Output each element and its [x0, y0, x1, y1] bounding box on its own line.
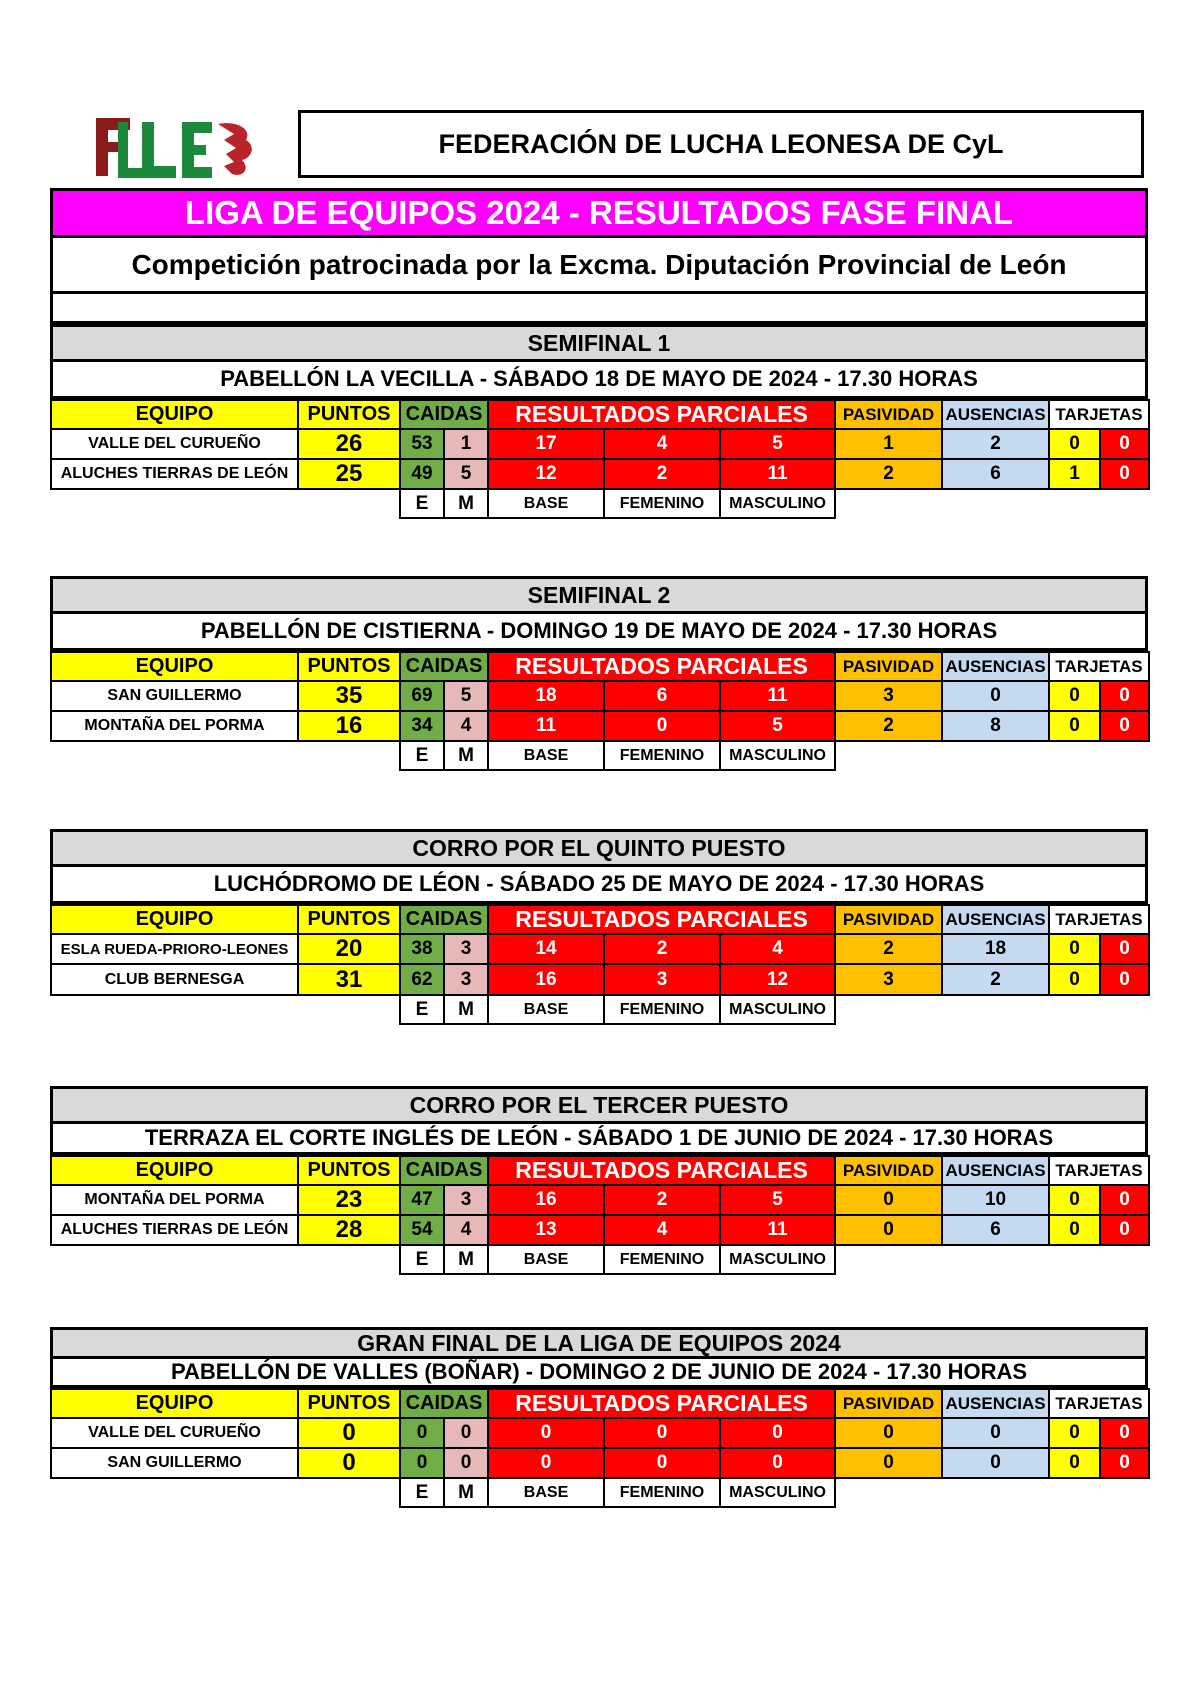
tarjeta-roja: 0: [1100, 934, 1149, 964]
footer-masculino: MASCULINO: [720, 995, 835, 1024]
section-title: SEMIFINAL 2: [50, 576, 1148, 614]
header-resultados: RESULTADOS PARCIALES: [488, 1156, 835, 1185]
header-resultados: RESULTADOS PARCIALES: [488, 652, 835, 681]
tarjeta-roja: 0: [1100, 964, 1149, 995]
pasividad: 0: [835, 1215, 942, 1245]
tarjeta-amarilla: 0: [1049, 429, 1100, 459]
tarjeta-amarilla: 0: [1049, 1215, 1100, 1245]
base: 0: [488, 1418, 604, 1448]
femenino: 0: [604, 711, 720, 741]
header-puntos: PUNTOS: [298, 652, 400, 681]
caidas-e: 0: [400, 1448, 444, 1478]
footer-row: [51, 489, 1149, 518]
team-name: SAN GUILLERMO: [51, 1448, 298, 1478]
header-equipo: EQUIPO: [51, 1389, 298, 1418]
ausencias: 0: [942, 1448, 1049, 1478]
ausencias: 18: [942, 934, 1049, 964]
team-name: ALUCHES TIERRAS DE LEÓN: [51, 459, 298, 489]
header-caidas: CAIDAS: [400, 905, 488, 934]
caidas-m: 4: [444, 711, 488, 741]
table-row: [51, 1448, 1149, 1478]
base: 14: [488, 934, 604, 964]
venue: LUCHÓDROMO DE LÉON - SÁBADO 25 DE MAYO DE 2024 - 17.30 HORAS: [50, 867, 1148, 904]
puntos: 23: [298, 1185, 400, 1215]
masculino: 5: [720, 711, 835, 741]
puntos: 28: [298, 1215, 400, 1245]
federation-logo: [96, 116, 254, 180]
section-title: SEMIFINAL 1: [50, 324, 1148, 362]
header-pasividad: PASIVIDAD: [835, 652, 942, 681]
base: 17: [488, 429, 604, 459]
tarjeta-amarilla: 0: [1049, 934, 1100, 964]
section-semifinal-1: [50, 324, 1148, 519]
footer-m: M: [444, 741, 488, 770]
header-pasividad: PASIVIDAD: [835, 1389, 942, 1418]
footer-femenino: FEMENINO: [604, 1478, 720, 1507]
tarjeta-amarilla: 0: [1049, 681, 1100, 711]
team-name: ESLA RUEDA-PRIORO-LEONES: [51, 934, 298, 964]
footer-femenino: FEMENINO: [604, 1245, 720, 1274]
header-puntos: PUNTOS: [298, 905, 400, 934]
caidas-e: 38: [400, 934, 444, 964]
header-ausencias: AUSENCIAS: [942, 905, 1049, 934]
footer-masculino: MASCULINO: [720, 489, 835, 518]
ausencias: 10: [942, 1185, 1049, 1215]
venue: PABELLÓN DE CISTIERNA - DOMINGO 19 DE MAYO DE 2024 - 17.30 HORAS: [50, 614, 1148, 651]
results-table: [50, 904, 1150, 1025]
tarjeta-amarilla: 0: [1049, 711, 1100, 741]
femenino: 0: [604, 1448, 720, 1478]
pasividad: 2: [835, 934, 942, 964]
ausencias: 0: [942, 1418, 1049, 1448]
pasividad: 0: [835, 1418, 942, 1448]
caidas-e: 53: [400, 429, 444, 459]
footer-m: M: [444, 1245, 488, 1274]
pasividad: 3: [835, 964, 942, 995]
caidas-e: 0: [400, 1418, 444, 1448]
masculino: 11: [720, 681, 835, 711]
footer-row: [51, 995, 1149, 1024]
results-table: [50, 651, 1150, 771]
team-name: SAN GUILLERMO: [51, 681, 298, 711]
footer-m: M: [444, 1478, 488, 1507]
femenino: 4: [604, 429, 720, 459]
footer-e: E: [400, 995, 444, 1024]
base: 16: [488, 1185, 604, 1215]
masculino: 5: [720, 1185, 835, 1215]
caidas-m: 5: [444, 681, 488, 711]
puntos: 35: [298, 681, 400, 711]
caidas-m: 4: [444, 1215, 488, 1245]
team-name: VALLE DEL CURUEÑO: [51, 1418, 298, 1448]
tarjeta-amarilla: 0: [1049, 1448, 1100, 1478]
ausencias: 2: [942, 964, 1049, 995]
caidas-m: 0: [444, 1418, 488, 1448]
pasividad: 2: [835, 459, 942, 489]
header-resultados: RESULTADOS PARCIALES: [488, 1389, 835, 1418]
header-equipo: EQUIPO: [51, 652, 298, 681]
caidas-m: 3: [444, 934, 488, 964]
femenino: 3: [604, 964, 720, 995]
ausencias: 2: [942, 429, 1049, 459]
masculino: 11: [720, 1215, 835, 1245]
masculino: 5: [720, 429, 835, 459]
header-tarjetas: TARJETAS: [1049, 1389, 1149, 1418]
footer-row: [51, 741, 1149, 770]
footer-m: M: [444, 489, 488, 518]
header-pasividad: PASIVIDAD: [835, 905, 942, 934]
footer-e: E: [400, 489, 444, 518]
tarjeta-amarilla: 1: [1049, 459, 1100, 489]
femenino: 2: [604, 1185, 720, 1215]
femenino: 6: [604, 681, 720, 711]
section-title: CORRO POR EL QUINTO PUESTO: [50, 829, 1148, 867]
header-equipo: EQUIPO: [51, 400, 298, 429]
base: 12: [488, 459, 604, 489]
caidas-e: 69: [400, 681, 444, 711]
footer-base: BASE: [488, 1478, 604, 1507]
caidas-m: 3: [444, 1185, 488, 1215]
puntos: 0: [298, 1418, 400, 1448]
header-ausencias: AUSENCIAS: [942, 400, 1049, 429]
masculino: 0: [720, 1418, 835, 1448]
header-ausencias: AUSENCIAS: [942, 652, 1049, 681]
header-tarjetas: TARJETAS: [1049, 652, 1149, 681]
ausencias: 0: [942, 681, 1049, 711]
caidas-m: 3: [444, 964, 488, 995]
header-ausencias: AUSENCIAS: [942, 1156, 1049, 1185]
footer-e: E: [400, 741, 444, 770]
table-row: [51, 964, 1149, 995]
caidas-e: 62: [400, 964, 444, 995]
caidas-e: 49: [400, 459, 444, 489]
header-tarjetas: TARJETAS: [1049, 1156, 1149, 1185]
caidas-m: 1: [444, 429, 488, 459]
pasividad: 1: [835, 429, 942, 459]
table-row: [51, 1418, 1149, 1448]
footer-masculino: MASCULINO: [720, 1245, 835, 1274]
results-table: [50, 1388, 1150, 1508]
footer-masculino: MASCULINO: [720, 1478, 835, 1507]
base: 11: [488, 711, 604, 741]
footer-base: BASE: [488, 489, 604, 518]
venue: TERRAZA EL CORTE INGLÉS DE LEÓN - SÁBADO 1 DE JUNIO DE 2024 - 17.30 HORAS: [50, 1124, 1148, 1155]
masculino: 11: [720, 459, 835, 489]
puntos: 16: [298, 711, 400, 741]
federation-name: FEDERACIÓN DE LUCHA LEONESA DE CyL: [298, 110, 1144, 178]
header-resultados: RESULTADOS PARCIALES: [488, 400, 835, 429]
tarjeta-roja: 0: [1100, 1448, 1149, 1478]
header-puntos: PUNTOS: [298, 400, 400, 429]
femenino: 4: [604, 1215, 720, 1245]
header-pasividad: PASIVIDAD: [835, 400, 942, 429]
team-name: CLUB BERNESGA: [51, 964, 298, 995]
results-table: [50, 1155, 1150, 1275]
ausencias: 6: [942, 1215, 1049, 1245]
caidas-e: 47: [400, 1185, 444, 1215]
base: 18: [488, 681, 604, 711]
pasividad: 2: [835, 711, 942, 741]
team-name: MONTAÑA DEL PORMA: [51, 1185, 298, 1215]
team-name: ALUCHES TIERRAS DE LEÓN: [51, 1215, 298, 1245]
femenino: 2: [604, 934, 720, 964]
footer-base: BASE: [488, 741, 604, 770]
footer-e: E: [400, 1478, 444, 1507]
header-equipo: EQUIPO: [51, 1156, 298, 1185]
masculino: 0: [720, 1448, 835, 1478]
table-row: [51, 681, 1149, 711]
section-quinto-puesto: [50, 829, 1148, 1025]
sponsor-text: Competición patrocinada por la Excma. Diputación Provincial de León: [53, 238, 1145, 294]
liga-title: LIGA DE EQUIPOS 2024 - RESULTADOS FASE FINAL: [53, 191, 1145, 238]
section-title: CORRO POR EL TERCER PUESTO: [50, 1086, 1148, 1124]
puntos: 31: [298, 964, 400, 995]
femenino: 0: [604, 1418, 720, 1448]
results-table: [50, 399, 1150, 519]
team-name: VALLE DEL CURUEÑO: [51, 429, 298, 459]
header-puntos: PUNTOS: [298, 1389, 400, 1418]
puntos: 26: [298, 429, 400, 459]
header-equipo: EQUIPO: [51, 905, 298, 934]
footer-femenino: FEMENINO: [604, 995, 720, 1024]
header-caidas: CAIDAS: [400, 400, 488, 429]
section-semifinal-2: [50, 576, 1148, 771]
footer-m: M: [444, 995, 488, 1024]
caidas-e: 34: [400, 711, 444, 741]
header-tarjetas: TARJETAS: [1049, 905, 1149, 934]
puntos: 0: [298, 1448, 400, 1478]
puntos: 20: [298, 934, 400, 964]
header-pasividad: PASIVIDAD: [835, 1156, 942, 1185]
footer-row: [51, 1245, 1149, 1274]
tarjeta-roja: 0: [1100, 429, 1149, 459]
footer-base: BASE: [488, 1245, 604, 1274]
base: 16: [488, 964, 604, 995]
puntos: 25: [298, 459, 400, 489]
venue: PABELLÓN DE VALLES (BOÑAR) - DOMINGO 2 DE JUNIO DE 2024 - 17.30 HORAS: [50, 1359, 1148, 1388]
header-ausencias: AUSENCIAS: [942, 1389, 1049, 1418]
table-row: [51, 1185, 1149, 1215]
tarjeta-roja: 0: [1100, 459, 1149, 489]
footer-row: [51, 1478, 1149, 1507]
table-row: [51, 1215, 1149, 1245]
header-caidas: CAIDAS: [400, 1389, 488, 1418]
footer-masculino: MASCULINO: [720, 741, 835, 770]
team-name: MONTAÑA DEL PORMA: [51, 711, 298, 741]
pasividad: 3: [835, 681, 942, 711]
header-caidas: CAIDAS: [400, 652, 488, 681]
header-tarjetas: TARJETAS: [1049, 400, 1149, 429]
table-row: [51, 711, 1149, 741]
table-row: [51, 429, 1149, 459]
pasividad: 0: [835, 1185, 942, 1215]
venue: PABELLÓN LA VECILLA - SÁBADO 18 DE MAYO DE 2024 - 17.30 HORAS: [50, 362, 1148, 399]
footer-femenino: FEMENINO: [604, 741, 720, 770]
main-header-block: [50, 188, 1148, 324]
base: 0: [488, 1448, 604, 1478]
header-caidas: CAIDAS: [400, 1156, 488, 1185]
header-puntos: PUNTOS: [298, 1156, 400, 1185]
footer-femenino: FEMENINO: [604, 489, 720, 518]
footer-e: E: [400, 1245, 444, 1274]
section-title: GRAN FINAL DE LA LIGA DE EQUIPOS 2024: [50, 1327, 1148, 1359]
section-gran-final: [50, 1327, 1148, 1508]
table-row: [51, 459, 1149, 489]
tarjeta-roja: 0: [1100, 681, 1149, 711]
femenino: 2: [604, 459, 720, 489]
ausencias: 8: [942, 711, 1049, 741]
tarjeta-amarilla: 0: [1049, 964, 1100, 995]
header-resultados: RESULTADOS PARCIALES: [488, 905, 835, 934]
pasividad: 0: [835, 1448, 942, 1478]
caidas-m: 5: [444, 459, 488, 489]
ausencias: 6: [942, 459, 1049, 489]
tarjeta-roja: 0: [1100, 1215, 1149, 1245]
section-tercer-puesto: [50, 1086, 1148, 1275]
tarjeta-roja: 0: [1100, 1185, 1149, 1215]
base: 13: [488, 1215, 604, 1245]
tarjeta-roja: 0: [1100, 711, 1149, 741]
caidas-m: 0: [444, 1448, 488, 1478]
tarjeta-amarilla: 0: [1049, 1185, 1100, 1215]
footer-base: BASE: [488, 995, 604, 1024]
caidas-e: 54: [400, 1215, 444, 1245]
tarjeta-roja: 0: [1100, 1418, 1149, 1448]
masculino: 4: [720, 934, 835, 964]
tarjeta-amarilla: 0: [1049, 1418, 1100, 1448]
masculino: 12: [720, 964, 835, 995]
table-row: [51, 934, 1149, 964]
